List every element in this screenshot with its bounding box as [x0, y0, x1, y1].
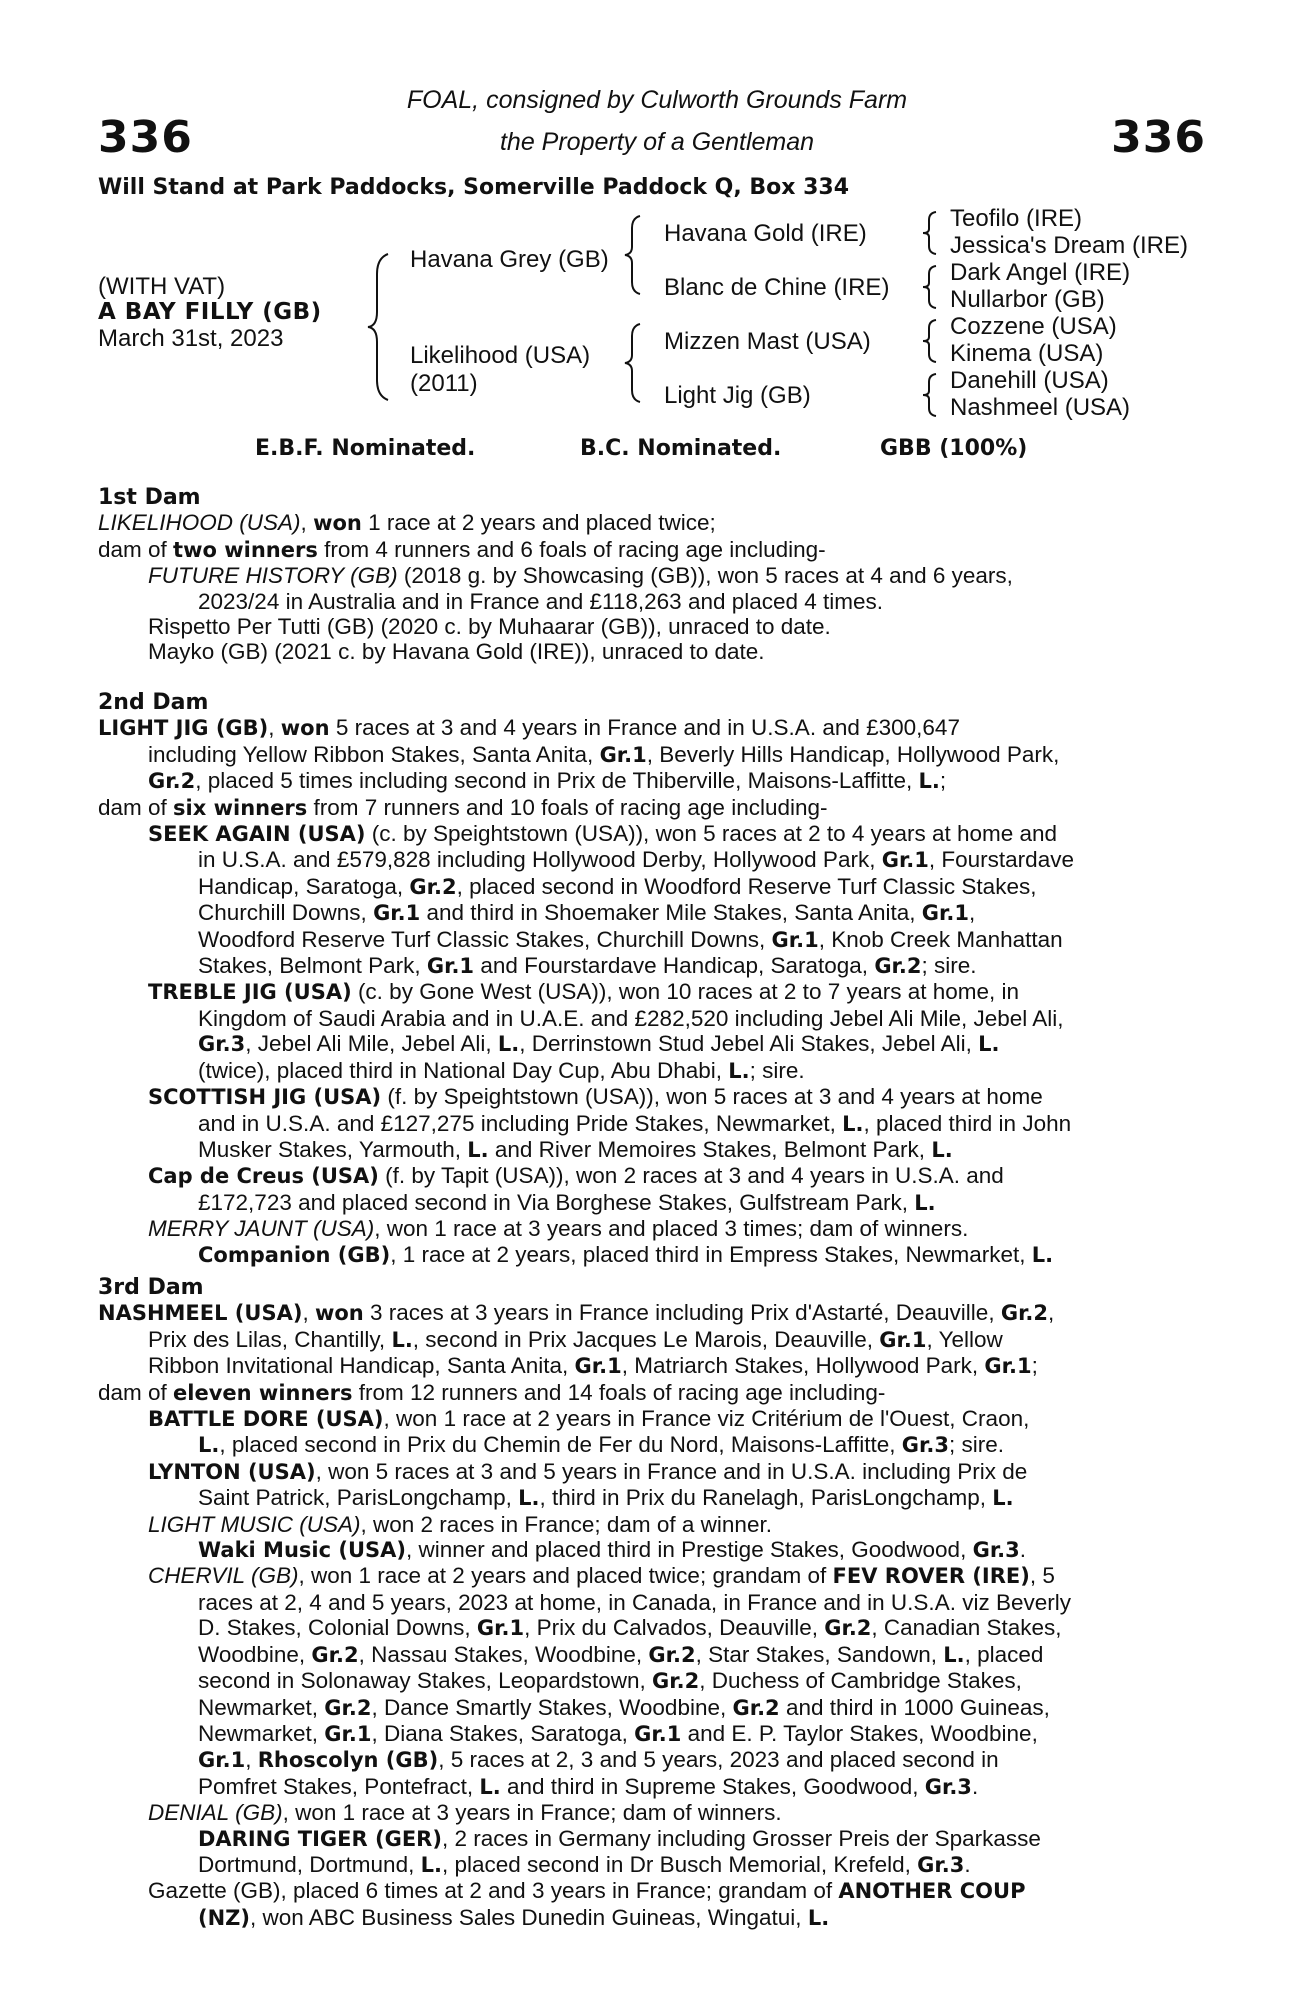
- pedigree-line: Rispetto Per Tutti (GB) (2020 c. by Muhaarar (GB)), unraced to date.: [148, 614, 831, 640]
- pedigree-line: CHERVIL (GB), won 1 race at 2 years and placed twice; grandam of FEV ROVER (IRE), 5: [148, 1563, 1055, 1589]
- pedigree-line: MERRY JAUNT (USA), won 1 race at 3 years and placed 3 times; dam of winners.: [148, 1216, 969, 1242]
- pedigree-line: TREBLE JIG (USA) (c. by Gone West (USA)), won 10 races at 2 to 7 years at home, in: [148, 979, 1020, 1005]
- gbb-status: GBB (100%): [880, 436, 1028, 461]
- consignor-line: FOAL, consigned by Culworth Grounds Farm: [406, 86, 908, 114]
- pedigree-line: races at 2, 4 and 5 years, 2023 at home, in Canada, in France and in U.S.A. viz Beverly: [198, 1589, 1071, 1615]
- pedigree-line: Gazette (GB), placed 6 times at 2 and 3 years in France; grandam of ANOTHER COUP: [148, 1878, 1026, 1904]
- sire-dam: Blanc de Chine (IRE): [664, 274, 890, 301]
- pedigree-line: Gr.2, placed 5 times including second in Prix de Thiberville, Maisons-Laffitte, L.;: [148, 768, 947, 794]
- pedigree-line: (twice), placed third in National Day Cup, Abu Dhabi, L.; sire.: [198, 1057, 805, 1083]
- dam-name: Likelihood (USA): [410, 342, 591, 369]
- brace-dam: [622, 322, 644, 404]
- brace-ds: [920, 318, 940, 364]
- lot-number-left: 336: [98, 112, 193, 163]
- pedigree-line: in U.S.A. and £579,828 including Hollywood Derby, Hollywood Park, Gr.1, Fourstardave: [198, 847, 1074, 873]
- brace-dd: [920, 372, 940, 418]
- pedigree-line: Ribbon Invitational Handicap, Santa Anita, Gr.1, Matriarch Stakes, Hollywood Park, Gr.1;: [148, 1353, 1038, 1379]
- pedigree-line: Musker Stakes, Yarmouth, L. and River Memoires Stakes, Belmont Park, L.: [198, 1136, 953, 1162]
- lot-number-right: 336: [1111, 112, 1206, 163]
- pedigree-line: L., placed second in Prix du Chemin de Fer du Nord, Maisons-Laffitte, Gr.3; sire.: [198, 1432, 1005, 1458]
- pedigree-line: LYNTON (USA), won 5 races at 3 and 5 years in France and in U.S.A. including Prix de: [148, 1458, 1028, 1484]
- vat-status: (WITH VAT): [98, 273, 226, 300]
- pedigree-line: DARING TIGER (GER), 2 races in Germany including Grosser Preis der Sparkasse: [198, 1825, 1041, 1851]
- pedigree-line: and in U.S.A. and £127,275 including Pride Stakes, Newmarket, L., placed third in John: [198, 1110, 1072, 1136]
- pedigree-line: second in Solonaway Stakes, Leopardstown, Gr.2, Duchess of Cambridge Stakes,: [198, 1668, 1022, 1694]
- bc-nomination: B.C. Nominated.: [580, 436, 782, 461]
- section-heading: 1st Dam: [98, 485, 201, 510]
- pedigree-line: FUTURE HISTORY (GB) (2018 g. by Showcasing (GB)), won 5 races at 4 and 6 years,: [148, 563, 1013, 589]
- pedigree-line: Churchill Downs, Gr.1 and third in Shoemaker Mile Stakes, Santa Anita, Gr.1,: [198, 900, 976, 926]
- dam-year: (2011): [410, 370, 478, 397]
- pedigree-line: BATTLE DORE (USA), won 1 race at 2 years in France viz Critérium de l'Ouest, Craon,: [148, 1406, 1030, 1432]
- pedigree-line: Kingdom of Saudi Arabia and in U.A.E. and £282,520 including Jebel Ali Mile, Jebel Ali,: [198, 1005, 1064, 1031]
- pedigree-line: D. Stakes, Colonial Downs, Gr.1, Prix du Calvados, Deauville, Gr.2, Canadian Stakes,: [198, 1615, 1062, 1641]
- pedigree-line: dam of six winners from 7 runners and 10 foals of racing age including-: [98, 794, 828, 820]
- pedigree-line: Dortmund, Dortmund, L., placed second in Dr Busch Memorial, Krefeld, Gr.3.: [198, 1851, 971, 1877]
- pedigree-line: Stakes, Belmont Park, Gr.1 and Fourstardave Handicap, Saratoga, Gr.2; sire.: [198, 953, 977, 979]
- third-dam-section: [98, 1275, 1208, 1931]
- pedigree-line: Cap de Creus (USA) (f. by Tapit (USA)), won 2 races at 3 and 4 years in U.S.A. and: [148, 1163, 1004, 1189]
- pedigree-line: NASHMEEL (USA), won 3 races at 3 years in France including Prix d'Astarté, Deauville, Gr.2,: [98, 1300, 1055, 1326]
- ped-dds: Danehill (USA): [950, 367, 1109, 394]
- pedigree-line: Woodbine, Gr.2, Nassau Stakes, Woodbine, Gr.2, Star Stakes, Sandown, L., placed: [198, 1641, 1044, 1667]
- pedigree-line: LIKELIHOOD (USA), won 1 race at 2 years and placed twice;: [98, 510, 716, 536]
- dam-sire: Mizzen Mast (USA): [664, 328, 871, 355]
- pedigree-line: Woodford Reserve Turf Classic Stakes, Churchill Downs, Gr.1, Knob Creek Manhattan: [198, 926, 1063, 952]
- pedigree-line: Pomfret Stakes, Pontefract, L. and third in Supreme Stakes, Goodwood, Gr.3.: [198, 1773, 979, 1799]
- first-dam-section: [98, 485, 1208, 665]
- brace-parents: [364, 252, 394, 402]
- sire-sire: Havana Gold (IRE): [664, 220, 867, 247]
- sire-name: Havana Grey (GB): [410, 246, 609, 273]
- section-heading: 3rd Dam: [98, 1275, 204, 1300]
- pedigree-line: Mayko (GB) (2021 c. by Havana Gold (IRE)), unraced to date.: [148, 639, 765, 665]
- pedigree-line: including Yellow Ribbon Stakes, Santa Anita, Gr.1, Beverly Hills Handicap, Hollywood Park,: [148, 741, 1060, 767]
- second-dam-section: [98, 690, 1208, 1268]
- foaling-date: March 31st, 2023: [98, 325, 284, 352]
- pedigree-line: Saint Patrick, ParisLongchamp, L., third in Prix du Ranelagh, ParisLongchamp, L.: [198, 1485, 1014, 1511]
- pedigree-line: Newmarket, Gr.1, Diana Stakes, Saratoga, Gr.1 and E. P. Taylor Stakes, Woodbine,: [198, 1720, 1038, 1746]
- ped-dss: Cozzene (USA): [950, 313, 1117, 340]
- pedigree-line: Companion (GB), 1 race at 2 years, placed third in Empress Stakes, Newmarket, L.: [198, 1241, 1054, 1267]
- brace-sire: [622, 214, 644, 296]
- pedigree-line: Waki Music (USA), winner and placed third in Prestige Stakes, Goodwood, Gr.3.: [198, 1537, 1027, 1563]
- pedigree-line: dam of two winners from 4 runners and 6 foals of racing age including-: [98, 536, 826, 562]
- pedigree-line: SEEK AGAIN (USA) (c. by Speightstown (USA)), won 5 races at 2 to 4 years at home and: [148, 821, 1058, 847]
- pedigree-line: Gr.3, Jebel Ali Mile, Jebel Ali, L., Derrinstown Stud Jebel Ali Stakes, Jebel Ali, L.: [198, 1031, 1000, 1057]
- section-heading: 2nd Dam: [98, 690, 209, 715]
- ped-sds: Dark Angel (IRE): [950, 259, 1131, 286]
- stabling-location: Will Stand at Park Paddocks, Somerville Paddock Q, Box 334: [98, 175, 850, 200]
- pedigree-line: LIGHT JIG (GB), won 5 races at 3 and 4 years in France and in U.S.A. and £300,647: [98, 715, 960, 741]
- ped-sss: Teofilo (IRE): [950, 205, 1083, 232]
- ped-ssd: Jessica's Dream (IRE): [950, 232, 1188, 259]
- brace-ss: [920, 210, 940, 256]
- pedigree-line: Gr.1, Rhoscolyn (GB), 5 races at 2, 3 and 5 years, 2023 and placed second in: [198, 1747, 999, 1773]
- pedigree-line: dam of eleven winners from 12 runners and 14 foals of racing age including-: [98, 1379, 886, 1405]
- ped-sdd: Nullarbor (GB): [950, 286, 1105, 313]
- pedigree-line: 2023/24 in Australia and in France and £118,263 and placed 4 times.: [198, 588, 884, 614]
- pedigree-line: (NZ), won ABC Business Sales Dunedin Guineas, Wingatui, L.: [198, 1904, 830, 1930]
- pedigree-line: Newmarket, Gr.2, Dance Smartly Stakes, Woodbine, Gr.2 and third in 1000 Guineas,: [198, 1694, 1050, 1720]
- pedigree-line: Handicap, Saratoga, Gr.2, placed second in Woodford Reserve Turf Classic Stakes,: [198, 873, 1037, 899]
- pedigree-line: SCOTTISH JIG (USA) (f. by Speightstown (USA)), won 5 races at 3 and 4 years at home: [148, 1084, 1043, 1110]
- pedigree-line: £172,723 and placed second in Via Borghese Stakes, Gulfstream Park, L.: [198, 1189, 936, 1215]
- ped-dsd: Kinema (USA): [950, 340, 1104, 367]
- pedigree-line: LIGHT MUSIC (USA), won 2 races in France; dam of a winner.: [148, 1511, 772, 1537]
- vendor-line: the Property of a Gentleman: [499, 128, 815, 156]
- horse-description: A BAY FILLY (GB): [98, 299, 322, 325]
- pedigree-line: DENIAL (GB), won 1 race at 3 years in France; dam of winners.: [148, 1800, 782, 1826]
- dam-dam: Light Jig (GB): [664, 382, 811, 409]
- ebf-nomination: E.B.F. Nominated.: [255, 436, 476, 461]
- brace-sd: [920, 264, 940, 310]
- ped-ddd: Nashmeel (USA): [950, 394, 1131, 421]
- pedigree-line: Prix des Lilas, Chantilly, L., second in Prix Jacques Le Marois, Deauville, Gr.1, Yellow: [148, 1326, 1003, 1352]
